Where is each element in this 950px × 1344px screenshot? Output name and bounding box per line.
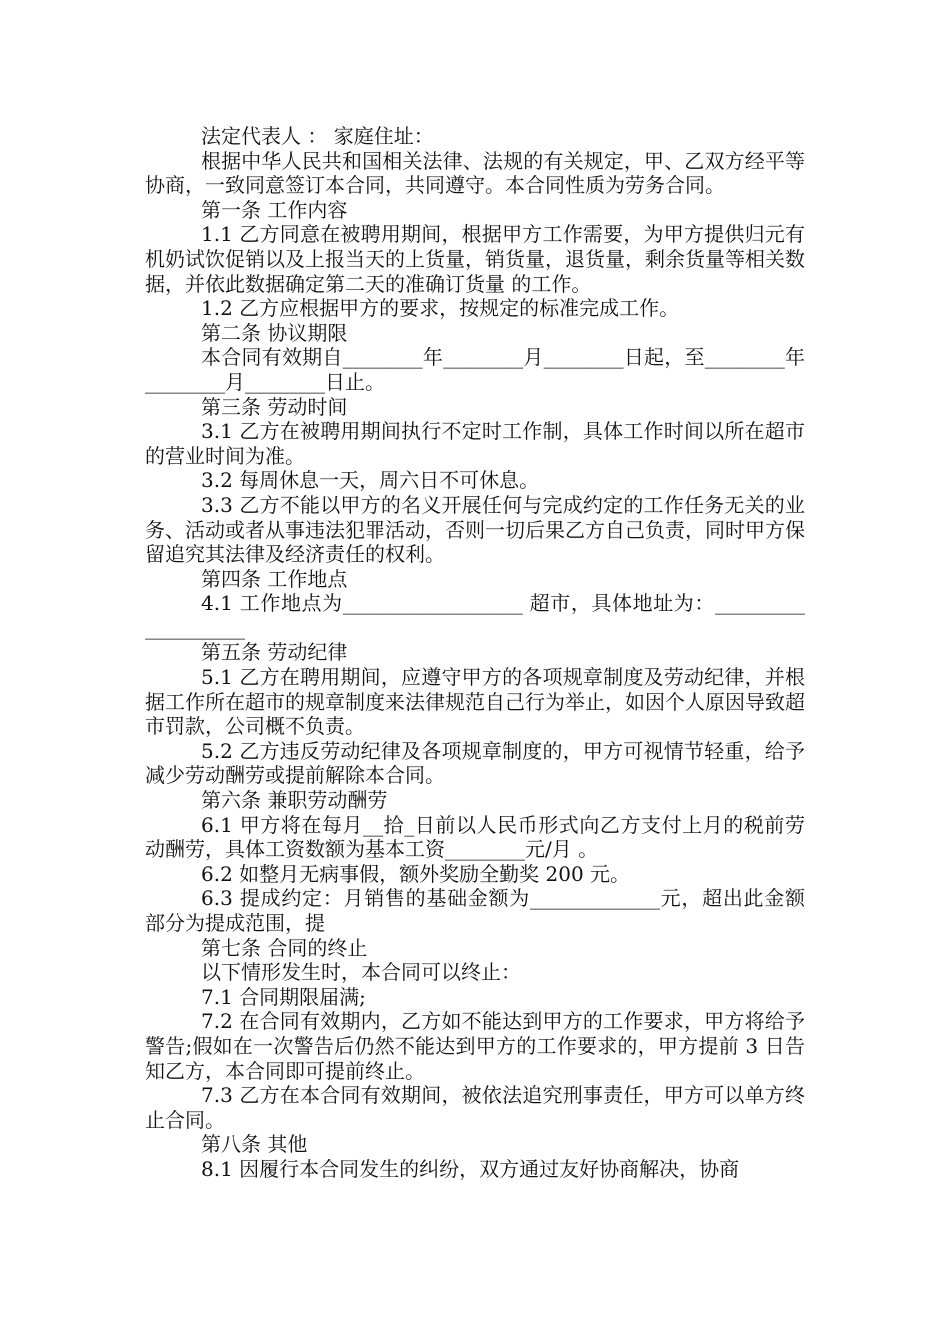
article-5-heading: 第五条 劳动纪律 (201, 640, 348, 665)
preamble: 根据中华人民共和国相关法律、法规的有关规定，甲、乙双方经平等协商，一致同意签订本合同，共同遵守。本合同性质为劳务合同。 (145, 148, 805, 198)
clause-6-2: 6.2 如整月无病事假，额外奖励全勤奖 200 元。 (201, 861, 631, 886)
contract-page (145, 124, 805, 1182)
article-1-heading: 第一条 工作内容 (201, 197, 348, 222)
clause-7-3: 7.3 乙方在本合同有效期间，被依法追究刑事责任，甲方可以单方终止合同。 (145, 1083, 805, 1132)
clause-6-3: 6.3 提成约定：月销售的基础金额为_____________元，超出此金额部分为提成范围，提 (145, 886, 805, 935)
clause-6-1: 6.1 甲方将在每月__拾_日前以人民币形式向乙方支付上月的税前劳动酬劳，具体工资数额为基本工资________元/月 。 (145, 812, 805, 862)
clause-8-1: 8.1 因履行本合同发生的纠纷，双方通过友好协商解决，协商 (201, 1156, 740, 1181)
clause-1-2: 1.2 乙方应根据甲方的要求，按规定的标准完成工作。 (201, 296, 680, 321)
clause-7-2: 7.2 在合同有效期内，乙方如不能达到甲方的工作要求，甲方将给予警告;假如在一次警告后仍然不能达到甲方的工作要求的，甲方提前 3 日告知乙方，本合同即可提前终止。 (145, 1009, 805, 1083)
article-2-heading: 第二条 协议期限 (201, 320, 348, 345)
clause-1-1: 1.1 乙方同意在被聘用期间，根据甲方工作需要，为甲方提供归元有机奶试饮促销以及上报当天的上货量，销货量，退货量，剩余货量等相关数据，并依此数据确定第二天的准确订货量 的工作。 (145, 222, 805, 296)
article-4-heading: 第四条 工作地点 (201, 566, 348, 591)
article-6-heading: 第六条 兼职劳动酬劳 (201, 788, 388, 813)
term-clause: 本合同有效期自________年________月________日起，至________年________月________日止。 (145, 345, 805, 394)
legal-rep-line: 法定代表人 ： 家庭住址： (201, 124, 434, 148)
clause-4-1: 4.1 工作地点为__________________ 超市，具体地址为：___________________ (145, 591, 805, 640)
clause-3-3: 3.3 乙方不能以甲方的名义开展任何与完成约定的工作任务无关的业务、活动或者从事违法犯罪活动，否则一切后果乙方自己负责，同时甲方保留追究其法律及经济责任的权利。 (145, 492, 805, 567)
termination-intro: 以下情形发生时，本合同可以终止： (201, 960, 521, 985)
clause-3-2: 3.2 每周休息一天，周六日不可休息。 (201, 468, 540, 493)
article-7-heading: 第七条 合同的终止 (201, 935, 368, 960)
article-8-heading: 第八条 其他 (201, 1132, 308, 1157)
clause-7-1: 7.1 合同期限届满; (201, 984, 366, 1009)
clause-3-1: 3.1 乙方在被聘用期间执行不定时工作制，具体工作时间以所在超市的营业时间为准。 (145, 419, 805, 468)
clause-5-1: 5.1 乙方在聘用期间，应遵守甲方的各项规章制度及劳动纪律，并根据工作所在超市的规章制度来法律规范自己行为举止，如因个人原因导致超市罚款，公司概不负责。 (145, 665, 805, 739)
clause-5-2: 5.2 乙方违反劳动纪律及各项规章制度的，甲方可视情节轻重，给予减少劳动酬劳或提前解除本合同。 (145, 738, 805, 788)
article-3-heading: 第三条 劳动时间 (201, 394, 348, 419)
